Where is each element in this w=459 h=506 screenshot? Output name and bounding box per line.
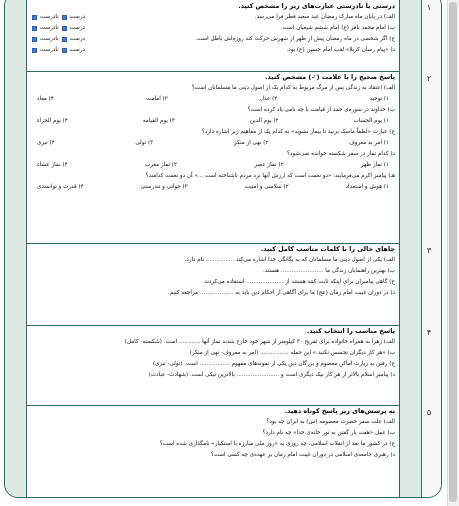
mc-option[interactable]: ۱) امر به معروف bbox=[348, 140, 389, 146]
choice-item[interactable]: الف) زهرا به همراه خانواده برای تفریح ۳۰ کیلومتر از شهر خود خارج شدند نماز آنها ............ است. (شکسته- کامل) bbox=[124, 339, 395, 345]
question-title: درستی یا نادرستی عبارت‌های زیر را مشخص کنید. bbox=[238, 2, 395, 10]
true-false-row bbox=[31, 45, 395, 56]
mc-option[interactable]: ۳) نماز مغرب bbox=[145, 162, 177, 168]
question-number: ۲ bbox=[426, 74, 432, 83]
false-checkbox[interactable] bbox=[32, 48, 37, 53]
true-checkbox[interactable] bbox=[62, 37, 67, 42]
question-4 bbox=[27, 326, 432, 406]
question-title: پاسخ صحیح را با علامت (✓) مشخص کنید. bbox=[265, 73, 395, 81]
question-number: ۱ bbox=[426, 3, 432, 12]
short-answer-item[interactable]: ج) در کشور ما بعد از انقلاب اسلامی، چه روزی به «روز ملی مبارزه با استکبار» نامگذاری شده است؟ bbox=[159, 441, 395, 447]
statement: ب) امام محمد باقر (ع) امام ششم شیعیان است. bbox=[280, 25, 395, 31]
mc-option[interactable]: ۱) هوش و استعداد bbox=[345, 184, 389, 190]
mc-option[interactable]: ۳) جوانی و تندرستی bbox=[140, 184, 188, 190]
question-title: جاهای خالی را با کلمات مناسب کامل کنید. bbox=[260, 245, 395, 253]
mc-question: الف) اعتقاد به زندگی پس از مرگ مربوط به کدام یک از اصول دینی ما مسلمانان است؟ bbox=[191, 85, 395, 91]
mc-option[interactable]: ۳) امامت bbox=[146, 96, 168, 102]
question-5 bbox=[27, 406, 432, 498]
question-number: ۳ bbox=[426, 246, 432, 255]
true-false-row bbox=[31, 23, 395, 34]
scrollbar-thumb[interactable] bbox=[449, 2, 457, 502]
short-answer-item[interactable]: ب) عمل «هفت بار گفتن به نور خانه‌ی خدا» چه نام دارد؟ bbox=[262, 430, 395, 436]
mc-option[interactable]: ۲) سلامتی و امنیت bbox=[244, 184, 289, 190]
short-answer-item[interactable]: د) رهبری جامعه‌ی اسلامی در دوران غیبت امام زمان بر عهده‌ی چه کسی است؟ bbox=[210, 452, 395, 458]
statement: ج) اگر شخصی در ماه رمضان پیش از ظهر از شهرش حرکت کند روزه‌اش باطل است. bbox=[195, 36, 395, 42]
mc-question: ب) خداوند در سوره‌ی حمد از قیامت با چه نامی یاد کرده است؟ bbox=[247, 107, 395, 113]
mc-option[interactable]: ۴) نماز عشاء bbox=[37, 162, 68, 168]
mc-options bbox=[31, 94, 395, 105]
fill-blank-item[interactable]: ج) گاهی پیامبران برای اینکه ثابت کنند هستند از ..................... استفاده می‌کردند. bbox=[202, 279, 395, 285]
mc-question: ج) عبارت «لطفاً ماسک بزنید تا بیمار نشوید» به کدام یک از مفاهیم زیر اشاره دارد؟ bbox=[201, 129, 395, 135]
true-false-row bbox=[31, 12, 395, 23]
true-false-choice: نادرست درست bbox=[31, 34, 85, 45]
question-title: پاسخ مناسب را انتخاب کنید. bbox=[306, 327, 395, 335]
mc-question: هـ) پیامبر اکرم می‌فرمایند: «دو نعمت است که ارزش آنها نزد مردم ناشناخته است ...» آن دو نعمت کدامند؟ bbox=[145, 173, 395, 179]
mc-options bbox=[31, 116, 395, 127]
false-checkbox[interactable] bbox=[32, 26, 37, 31]
mc-option[interactable]: ۱) یوم الحساب bbox=[353, 118, 389, 124]
mc-option[interactable]: ۴) معاد bbox=[37, 96, 54, 102]
question-number: ۵ bbox=[426, 408, 432, 417]
true-checkbox[interactable] bbox=[62, 15, 67, 20]
true-false-choice: نادرست درست bbox=[31, 23, 85, 34]
questions-area bbox=[27, 0, 432, 497]
choice-item[interactable]: ب) «هر کار دیگران تجسس نکنید.» این جمله ................ (امر به معروف- نهی از منکر) bbox=[189, 350, 395, 356]
question-number: ۴ bbox=[426, 328, 432, 337]
vertical-scrollbar[interactable] bbox=[447, 0, 459, 506]
true-false-row bbox=[31, 34, 395, 45]
question-1 bbox=[27, 1, 432, 72]
question-2 bbox=[27, 72, 432, 244]
mc-option[interactable]: ۳) تولی bbox=[135, 140, 154, 146]
mc-question: د) کدام نماز در سفر شکسته خوانده نمی‌شود؟ bbox=[287, 151, 395, 157]
true-false-choice: نادرست درست bbox=[31, 12, 85, 23]
mc-options bbox=[31, 138, 395, 149]
mc-option[interactable]: ۴) تبری bbox=[37, 140, 55, 146]
mc-options bbox=[31, 160, 395, 171]
mc-option[interactable]: ۲) یوم الدین bbox=[249, 118, 279, 124]
fill-blank-item[interactable]: الف) یکی از اصول دینی ما مسلمانان که به یگانگی خدا اشاره می‌کند ................ نام دارد. bbox=[184, 257, 395, 263]
fill-blank-item[interactable]: ب) بهترین راهنمایان زندگی ما ........................ هستند. bbox=[263, 268, 395, 274]
mc-options bbox=[31, 182, 395, 193]
fill-blank-item[interactable]: د) در دوران غیبت امام زمان (عج) ما برای آگاهی از احکام دین باید به ................... مراجعه کنیم. bbox=[167, 290, 395, 296]
true-checkbox[interactable] bbox=[62, 26, 67, 31]
choice-item[interactable]: د) پیامبر اسلام بالاتر از هر کار نیک دیگری است و ........................ بالاترین نیکی است. (شهادت- عبادت) bbox=[148, 372, 395, 378]
mc-option[interactable]: ۲) نهی از منکر bbox=[233, 140, 269, 146]
question-3 bbox=[27, 244, 432, 326]
statement: د) «پیام رسان کربلا» لقب امام حسین (ع) بود. bbox=[286, 47, 395, 53]
worksheet-frame bbox=[4, 0, 442, 498]
true-false-choice: نادرست درست bbox=[31, 45, 85, 56]
mc-option[interactable]: ۳) یوم القیامه bbox=[142, 118, 175, 124]
question-title: به پرسش‌های زیر پاسخ کوتاه دهید. bbox=[284, 407, 395, 415]
left-score-band bbox=[5, 0, 27, 497]
choice-item[interactable]: ج) رفتن به زیارت اماکن معصوم و بزرگان دین یکی از نمونه‌های مفهوم ................. است. (تولی- تبری) bbox=[152, 361, 395, 367]
mc-option[interactable]: ۴) قدرت و توانمندی bbox=[37, 184, 84, 190]
mc-option[interactable]: ۲) نماز عصر bbox=[254, 162, 284, 168]
mc-option[interactable]: ۲) عدل bbox=[259, 96, 278, 102]
true-checkbox[interactable] bbox=[62, 48, 67, 53]
short-answer-item[interactable]: الف) علت سفر حضرت معصومه (س) به ایران چه بود؟ bbox=[266, 419, 395, 425]
mc-option[interactable]: ۱) توحید bbox=[369, 96, 389, 102]
false-checkbox[interactable] bbox=[32, 37, 37, 42]
mc-option[interactable]: ۱) نماز ظهر bbox=[360, 162, 389, 168]
mc-option[interactable]: ۴) یوم الجزاء bbox=[37, 118, 68, 124]
statement: الف) در پایان ماه مبارک رمضان عید سعید فطر فرا می‌رسد. bbox=[254, 14, 395, 20]
false-checkbox[interactable] bbox=[32, 15, 37, 20]
